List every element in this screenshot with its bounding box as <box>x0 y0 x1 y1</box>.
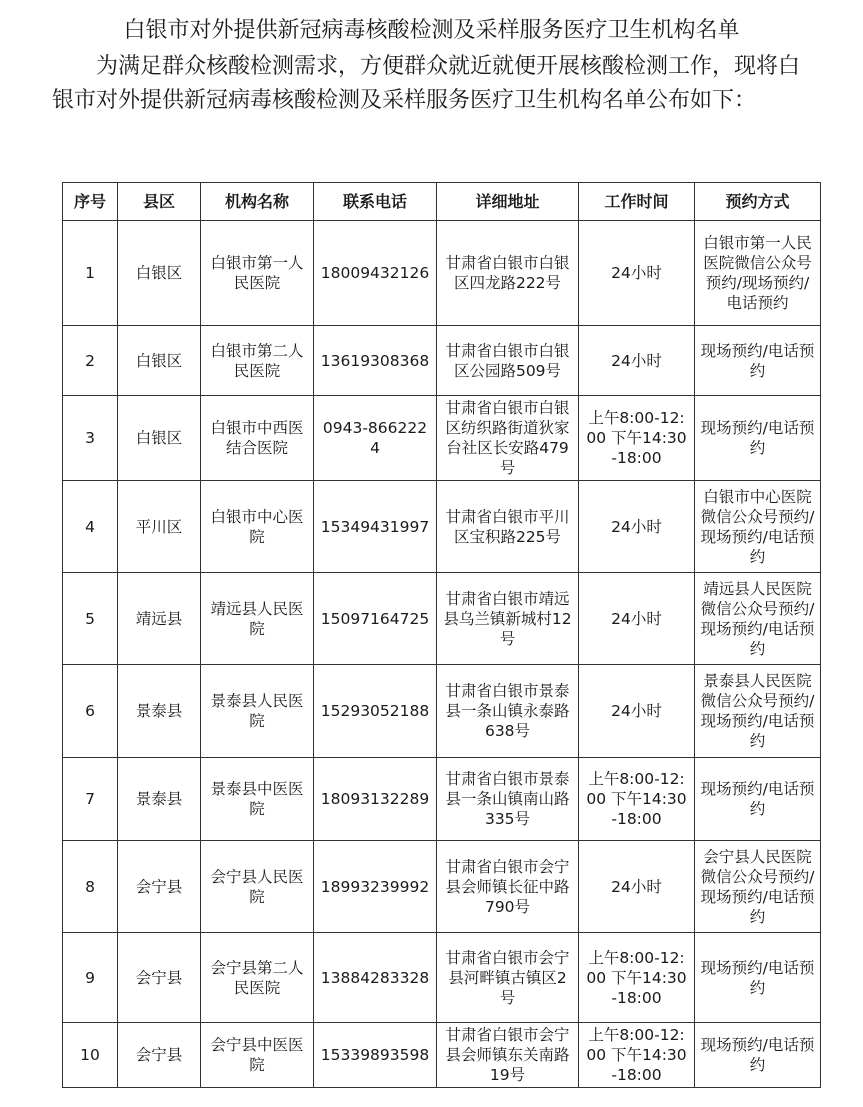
cell-address: 甘肃省白银市白银区四龙路222号 <box>437 221 579 326</box>
cell-district: 靖远县 <box>118 573 201 665</box>
cell-phone: 15097164725 <box>314 573 437 665</box>
cell-institution-name: 景泰县人民医院 <box>201 665 314 758</box>
cell-address: 甘肃省白银市白银区公园路509号 <box>437 326 579 396</box>
column-header-hours: 工作时间 <box>579 183 695 221</box>
cell-hours: 上午8:00-12:00 下午14:30-18:00 <box>579 1023 695 1088</box>
cell-address: 甘肃省白银市靖远县乌兰镇新城村12号 <box>437 573 579 665</box>
table-row <box>63 758 821 841</box>
cell-index: 6 <box>63 665 118 758</box>
cell-address: 甘肃省白银市会宁县会师镇东关南路19号 <box>437 1023 579 1088</box>
cell-district: 会宁县 <box>118 1023 201 1088</box>
table-row <box>63 1023 821 1088</box>
cell-institution-name: 会宁县中医医院 <box>201 1023 314 1088</box>
table-row <box>63 573 821 665</box>
cell-hours: 24小时 <box>579 326 695 396</box>
cell-address: 甘肃省白银市景泰县一条山镇南山路335号 <box>437 758 579 841</box>
cell-index: 8 <box>63 841 118 933</box>
cell-district: 景泰县 <box>118 758 201 841</box>
cell-institution-name: 会宁县第二人民医院 <box>201 933 314 1023</box>
table-row <box>63 841 821 933</box>
cell-institution-name: 白银市第一人民医院 <box>201 221 314 326</box>
cell-booking-method: 白银市第一人民医院微信公众号预约/现场预约/电话预约 <box>695 221 821 326</box>
cell-phone: 13884283328 <box>314 933 437 1023</box>
document-title: 白银市对外提供新冠病毒核酸检测及采样服务医疗卫生机构名单 <box>123 18 740 43</box>
cell-booking-method: 靖远县人民医院微信公众号预约/现场预约/电话预约 <box>695 573 821 665</box>
cell-phone: 13619308368 <box>314 326 437 396</box>
cell-booking-method: 现场预约/电话预约 <box>695 326 821 396</box>
cell-phone: 15349431997 <box>314 481 437 573</box>
cell-hours: 24小时 <box>579 221 695 326</box>
cell-hours: 24小时 <box>579 665 695 758</box>
cell-hours: 24小时 <box>579 481 695 573</box>
table-row <box>63 396 821 481</box>
cell-index: 9 <box>63 933 118 1023</box>
cell-booking-method: 现场预约/电话预约 <box>695 758 821 841</box>
column-header-booking-method: 预约方式 <box>695 183 821 221</box>
cell-institution-name: 白银市中心医院 <box>201 481 314 573</box>
cell-institution-name: 景泰县中医医院 <box>201 758 314 841</box>
cell-index: 3 <box>63 396 118 481</box>
cell-institution-name: 白银市第二人民医院 <box>201 326 314 396</box>
cell-hours: 上午8:00-12:00 下午14:30-18:00 <box>579 396 695 481</box>
cell-index: 2 <box>63 326 118 396</box>
cell-phone: 15339893598 <box>314 1023 437 1088</box>
cell-index: 4 <box>63 481 118 573</box>
cell-booking-method: 白银市中心医院微信公众号预约/现场预约/电话预约 <box>695 481 821 573</box>
cell-booking-method: 现场预约/电话预约 <box>695 396 821 481</box>
table-row <box>63 326 821 396</box>
column-header-institution-name: 机构名称 <box>201 183 314 221</box>
cell-address: 甘肃省白银市景泰县一条山镇永泰路638号 <box>437 665 579 758</box>
cell-hours: 上午8:00-12:00 下午14:30-18:00 <box>579 758 695 841</box>
cell-district: 会宁县 <box>118 841 201 933</box>
cell-phone: 18993239992 <box>314 841 437 933</box>
cell-booking-method: 现场预约/电话预约 <box>695 933 821 1023</box>
column-header-district: 县区 <box>118 183 201 221</box>
cell-address: 甘肃省白银市会宁县会师镇长征中路790号 <box>437 841 579 933</box>
cell-district: 平川区 <box>118 481 201 573</box>
cell-index: 7 <box>63 758 118 841</box>
cell-phone: 0943-8662224 <box>314 396 437 481</box>
column-header-address: 详细地址 <box>437 183 579 221</box>
table-row <box>63 481 821 573</box>
cell-institution-name: 会宁县人民医院 <box>201 841 314 933</box>
cell-district: 会宁县 <box>118 933 201 1023</box>
table-row <box>63 933 821 1023</box>
cell-booking-method: 景泰县人民医院微信公众号预约/现场预约/电话预约 <box>695 665 821 758</box>
table-row <box>63 665 821 758</box>
cell-hours: 上午8:00-12:00 下午14:30-18:00 <box>579 933 695 1023</box>
institution-table <box>62 182 821 1088</box>
cell-district: 白银区 <box>118 221 201 326</box>
cell-booking-method: 现场预约/电话预约 <box>695 1023 821 1088</box>
cell-phone: 18009432126 <box>314 221 437 326</box>
cell-institution-name: 白银市中西医结合医院 <box>201 396 314 481</box>
intro-paragraph: 为满足群众核酸检测需求，方便群众就近就便开展核酸检测工作，现将白银市对外提供新冠病毒核酸检测及采样服务医疗卫生机构名单公布如下： <box>52 54 801 113</box>
cell-index: 5 <box>63 573 118 665</box>
cell-address: 甘肃省白银市平川区宝积路225号 <box>437 481 579 573</box>
cell-address: 甘肃省白银市白银区纺织路街道狄家台社区长安路479号 <box>437 396 579 481</box>
table-row <box>63 221 821 326</box>
cell-hours: 24小时 <box>579 573 695 665</box>
table-header-row <box>63 183 821 221</box>
cell-address: 甘肃省白银市会宁县河畔镇古镇区2号 <box>437 933 579 1023</box>
cell-institution-name: 靖远县人民医院 <box>201 573 314 665</box>
cell-hours: 24小时 <box>579 841 695 933</box>
cell-phone: 15293052188 <box>314 665 437 758</box>
column-header-index: 序号 <box>63 183 118 221</box>
cell-district: 白银区 <box>118 396 201 481</box>
cell-phone: 18093132289 <box>314 758 437 841</box>
cell-index: 10 <box>63 1023 118 1088</box>
cell-index: 1 <box>63 221 118 326</box>
cell-district: 白银区 <box>118 326 201 396</box>
column-header-phone: 联系电话 <box>314 183 437 221</box>
cell-booking-method: 会宁县人民医院微信公众号预约/现场预约/电话预约 <box>695 841 821 933</box>
cell-district: 景泰县 <box>118 665 201 758</box>
